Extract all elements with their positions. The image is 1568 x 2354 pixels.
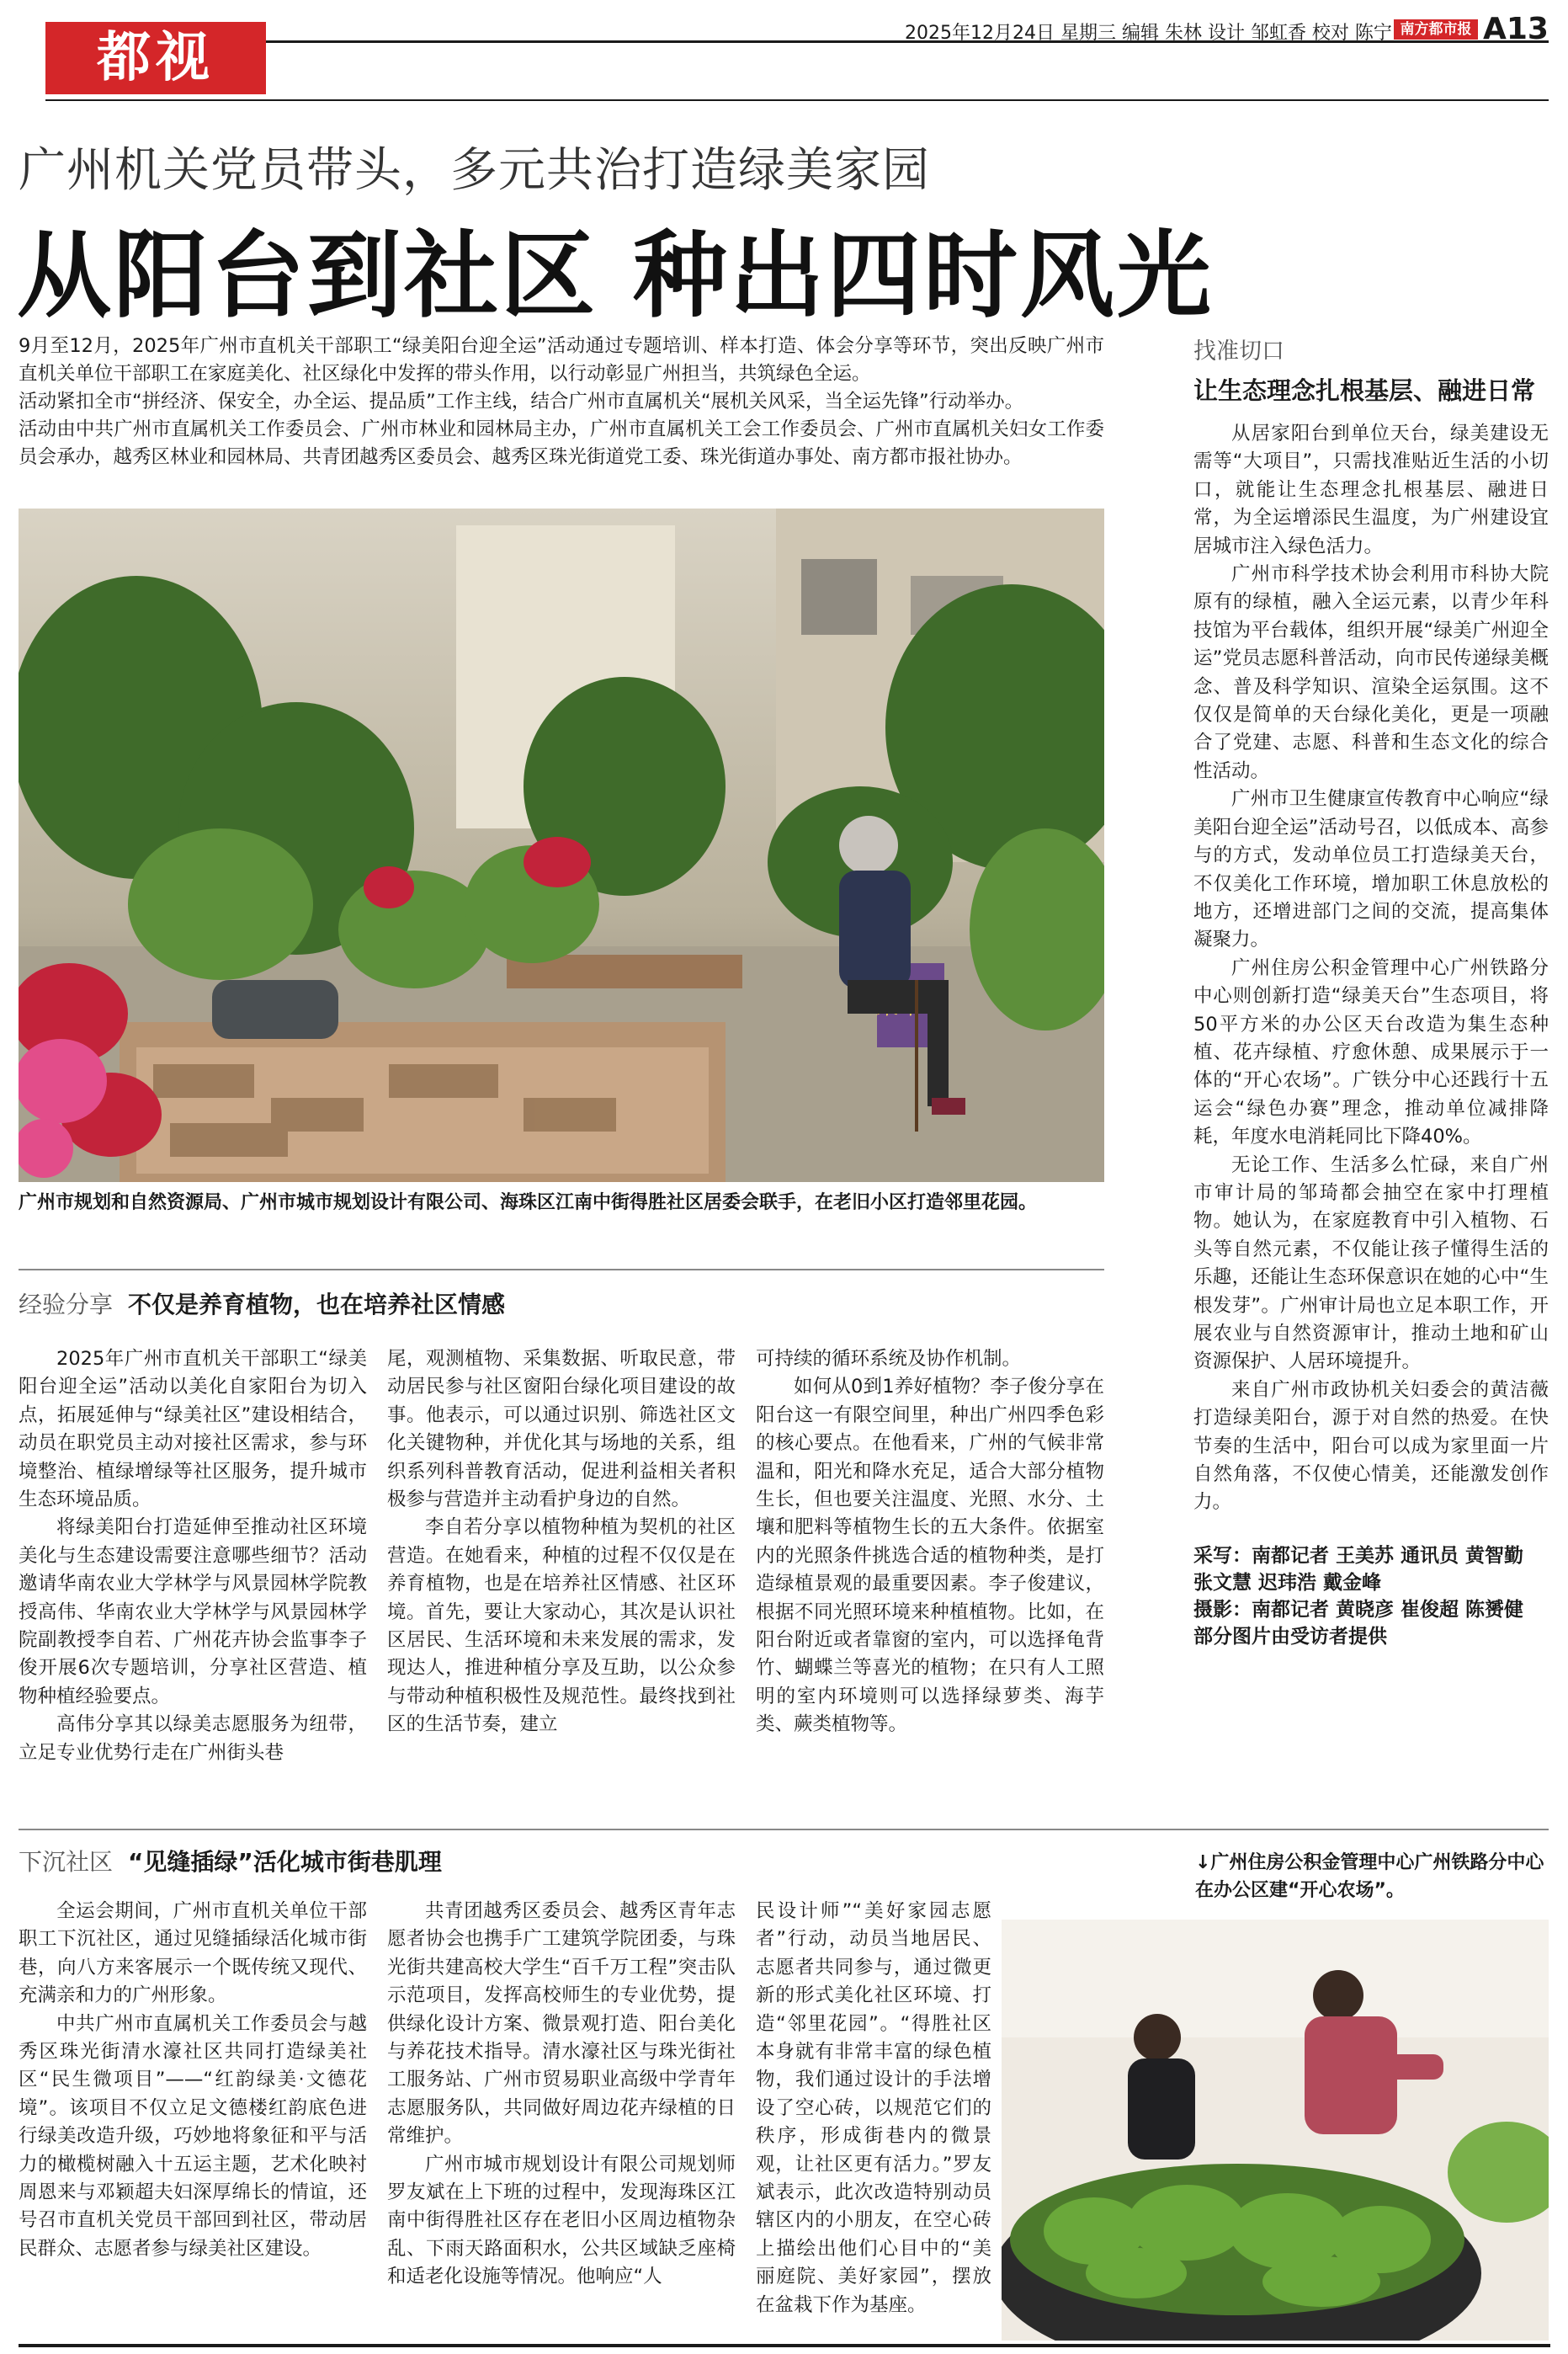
paragraph: 高伟分享其以绿美志愿服务为纽带，立足专业优势行走在广州街头巷 xyxy=(19,1713,367,1764)
section2-column-2 xyxy=(387,1898,736,2292)
section-tag: 都视 xyxy=(45,22,266,94)
intro-block xyxy=(19,333,1104,471)
section-rule xyxy=(19,1269,1104,1270)
paragraph: 共青团越秀区委员会、越秀区青年志愿者协会也携手广工建筑学院团委，与珠光街共建高校大学生“百千万工程”突击队示范项目，发挥高校师生的专业优势，提供绿化设计方案、微景观打造、阳台美化与养花技术指导。清水濠社区与珠光街社工服务站、广州市贸易职业高级中学青年志愿服务队，共同做好周边花卉绿植的日常维护。 xyxy=(387,1900,736,2148)
farm-photo xyxy=(1002,1920,1549,2341)
credits-note: 部分图片由受访者提供 xyxy=(1193,1625,1387,1648)
photo2-caption: ↓广州住房公积金管理中心广州铁路分中心在办公区建“开心农场”。 xyxy=(1195,1852,1544,1901)
sidebar-body xyxy=(1193,420,1549,1517)
credits-photo-label: 摄影： xyxy=(1193,1598,1252,1621)
paragraph: 将绿美阳台打造延伸至推动社区环境美化与生态建设需要注意哪些细节？活动邀请华南农业大学林学与风景园林学院教授高伟、华南农业大学林学与风景园林学院副教授李自若、广州花卉协会监事李子俊开展6次专题培训，分享社区营造、植物种植经验要点。 xyxy=(19,1516,367,1707)
section2-kicker: 下沉社区 xyxy=(19,1848,114,1876)
section2-column-3 xyxy=(756,1898,991,2319)
section1-kicker: 经验分享 xyxy=(19,1291,114,1318)
paragraph: 全运会期间，广州市直机关单位干部职工下沉社区，通过见缝插绿活化城市街巷，向八方来客展示一个既传统又现代、充满亲和力的广州形象。 xyxy=(19,1900,367,2007)
paragraph: 从居家阳台到单位天台，绿美建设无需等“大项目”，只需找准贴近生活的小切口，就能让生态理念扎根基层、融进日常，为全运增添民生温度，为广州建设宜居城市注入绿色活力。 xyxy=(1193,423,1549,557)
headline-title: 从阳台到社区 种出四时风光 xyxy=(17,221,1214,331)
section1-title: 不仅是养育植物，也在培养社区情感 xyxy=(128,1291,506,1318)
sidebar-title: 让生态理念扎根基层、融进日常 xyxy=(1193,376,1536,405)
sidebar-kicker: 找准切口 xyxy=(1193,338,1284,365)
paragraph: 广州市卫生健康宣传教育中心响应“绿美阳台迎全运”活动号召，以低成本、高参与的方式，发动单位员工打造绿美天台，不仅美化工作环境，增加职工休息放松的地方，还增进部门之间的交流，提高集体凝聚力。 xyxy=(1193,788,1549,951)
main-photo xyxy=(19,509,1104,1182)
paragraph: 可持续的循环系统及协作机制。 xyxy=(756,1348,1022,1370)
intro-paragraph: 活动紧扣全市“拼经济、保安全，办全运、提品质”工作主线，结合广州市直属机关“展机关风采，当全运先锋”行动举办。 xyxy=(19,391,1024,413)
paragraph: 广州市城市规划设计有限公司规划师罗友斌在上下班的过程中，发现海珠区江南中街得胜社区存在老旧小区周边植物杂乱、下雨天路面积水，公共区域缺乏座椅和适老化设施等情况。他响应“人 xyxy=(387,2153,736,2288)
section1-heading xyxy=(19,1286,505,1320)
paragraph: 李自若分享以植物种植为契机的社区营造。在她看来，种植的过程不仅仅是在养育植物，也是在培养社区情感、社区环境。首先，要让大家动心，其次是认识社区居民、生活环境和未来发展的需求，发现达人，推进种植分享及互助，以公众参与带动种植积极性及规范性。最终找到社区的生活节奏，建立 xyxy=(387,1516,736,1736)
section2-column-1 xyxy=(19,1898,367,2263)
paragraph: 2025年广州市直机关干部职工“绿美阳台迎全运”活动以美化自家阳台为切入点，拓展延伸与“绿美社区”建设相结合，动员在职党员主动对接社区需求，参与环境整治、植绿增绿等社区服务，提升城市生态环境品质。 xyxy=(19,1348,367,1511)
paragraph: 如何从0到1养好植物？李子俊分享在阳台这一有限空间里，种出广州四季色彩的核心要点。在他看来，广州的气候非常温和，阳光和降水充足，适合大部分植物生长，但也要关注温度、光照、水分、土壤和肥料等植物生长的五大条件。依据室内的光照条件挑选合适的植物种类，是打造绿植景观的最重要因素。李子俊建议，根据不同光照环境来种植植物。比如，在阳台附近或者靠窗的室内，可以选择龟背竹、蝴蝶兰等喜光的植物；在只有人工照明的室内环境则可以选择绿萝类、海芋类、蕨类植物等。 xyxy=(756,1376,1104,1736)
page-number: A13 xyxy=(1483,12,1549,46)
farm-photo-illustration xyxy=(1002,1920,1549,2341)
page-bottom-rule xyxy=(19,2344,1550,2347)
paragraph: 民设计师”“美好家园志愿者”行动，动员当地居民、志愿者共同参与，通过微更新的形式美化社区环境、打造“邻里花园”。“得胜社区本身就有非常丰富的绿色植物，我们通过设计的手法增设了空心砖，以规范它们的秩序，形成街巷内的微景观，让社区更有活力。”罗友斌表示，此次改造特别动员辖区内的小朋友，在空心砖上描绘出他们心目中的“美丽庭院、美好家园”，摆放在盆栽下作为基座。 xyxy=(756,1900,991,2316)
credits-writers: 南都记者 王美苏 通讯员 黄智勤 张文慧 迟玮浩 戴金峰 xyxy=(1193,1544,1524,1594)
paragraph: 无论工作、生活多么忙碌，来自广州市审计局的邹琦都会抽空在家中打理植物。她认为，在家庭教育中引入植物、石头等自然元素，不仅能让孩子懂得生活的乐趣，还能让生态环保意识在她的心中“生根发芽”。广州审计局也立足本职工作，开展农业与自然资源审计，推动土地和矿山资源保护、人居环境提升。 xyxy=(1193,1153,1549,1373)
paragraph: 尾，观测植物、采集数据、听取民意，带动居民参与社区窗阳台绿化项目建设的故事。他表示，可以通过识别、筛选社区文化关键物种，并优化其与场地的关系，组织系列科普教育活动，促进利益相关者积极参与营造并主动看护身边的自然。 xyxy=(387,1348,736,1511)
section2-title: “见缝插绿”活化城市街巷肌理 xyxy=(128,1848,442,1876)
section2-heading xyxy=(19,1844,442,1877)
section1-column-2 xyxy=(387,1345,736,1739)
paragraph: 广州市科学技术协会利用市科协大院原有的绿植，融入全运元素，以青少年科技馆为平台载体，组织开展“绿美广州迎全运”党员志愿科普活动，向市民传递绿美概念、普及科学知识、渲染全运氛围。这不仅仅是简单的天台绿化美化，更是一项融合了党建、志愿、科普和生态文化的综合性活动。 xyxy=(1193,563,1549,782)
section1-column-3 xyxy=(756,1345,1104,1739)
header-bottom-rule xyxy=(45,99,1549,101)
section1-column-1 xyxy=(19,1345,367,1767)
garden-photo-illustration xyxy=(19,509,1104,1182)
issue-meta: 2025年12月24日 星期三 编辑 朱林 设计 邹虹香 校对 陈宁 xyxy=(905,23,1392,44)
credits xyxy=(1193,1542,1549,1650)
credits-writers-label: 采写： xyxy=(1193,1544,1252,1567)
intro-paragraph: 活动由中共广州市直属机关工作委员会、广州市林业和园林局主办，广州市直属机关工会工作委员会、广州市直属机关妇女工作委员会承办，越秀区林业和园林局、共青团越秀区委员会、越秀区珠光街道党工委、珠光街道办事处、南方都市报社协办。 xyxy=(19,418,1104,468)
paragraph: 来自广州市政协机关妇委会的黄洁薇打造绿美阳台，源于对自然的热爱。在快节奏的生活中，阳台可以成为家里面一片自然角落，不仅使心情美，还能激发创作力。 xyxy=(1193,1378,1549,1514)
paragraph: 广州住房公积金管理中心广州铁路分中心则创新打造“绿美天台”生态项目，将50平方米的办公区天台改造为集生态种植、花卉绿植、疗愈休憩、成果展示于一体的“开心农场”。广铁分中心还践行十五运会“绿色办赛”理念，推动单位减排降耗，年度水电消耗同比下降40%。 xyxy=(1193,956,1549,1148)
paragraph: 中共广州市直属机关工作委员会与越秀区珠光街清水濠社区共同打造绿美社区“民生微项目”——“红韵绿美·文德花境”。该项目不仅立足文德楼红韵底色进行绿美改造升级，巧妙地将象征和平与活力的橄榄树融入十五运主题，艺术化映衬周恩来与邓颖超夫妇深厚绵长的情谊，还号召市直机关党员干部回到社区，带动居民群众、志愿者参与绿美社区建设。 xyxy=(19,2012,367,2260)
sidebar xyxy=(1193,333,1549,1650)
credits-photo: 南都记者 黄晓彦 崔俊超 陈赟健 xyxy=(1252,1598,1524,1621)
headline-subtitle: 广州机关党员带头，多元共治打造绿美家园 xyxy=(19,143,930,198)
main-photo-caption: 广州市规划和自然资源局、广州市城市规划设计有限公司、海珠区江南中街得胜社区居委会联手，在老旧小区打造邻里花园。 xyxy=(19,1192,1038,1213)
newspaper-brand: 南方都市报 xyxy=(1394,19,1478,40)
intro-paragraph: 9月至12月，2025年广州市直机关干部职工“绿美阳台迎全运”活动通过专题培训、样本打造、体会分享等环节，突出反映广州市直机关单位干部职工在家庭美化、社区绿化中发挥的带头作用，以行动彰显广州担当，共筑绿色全运。 xyxy=(19,335,1104,385)
section-rule xyxy=(19,1829,1549,1830)
